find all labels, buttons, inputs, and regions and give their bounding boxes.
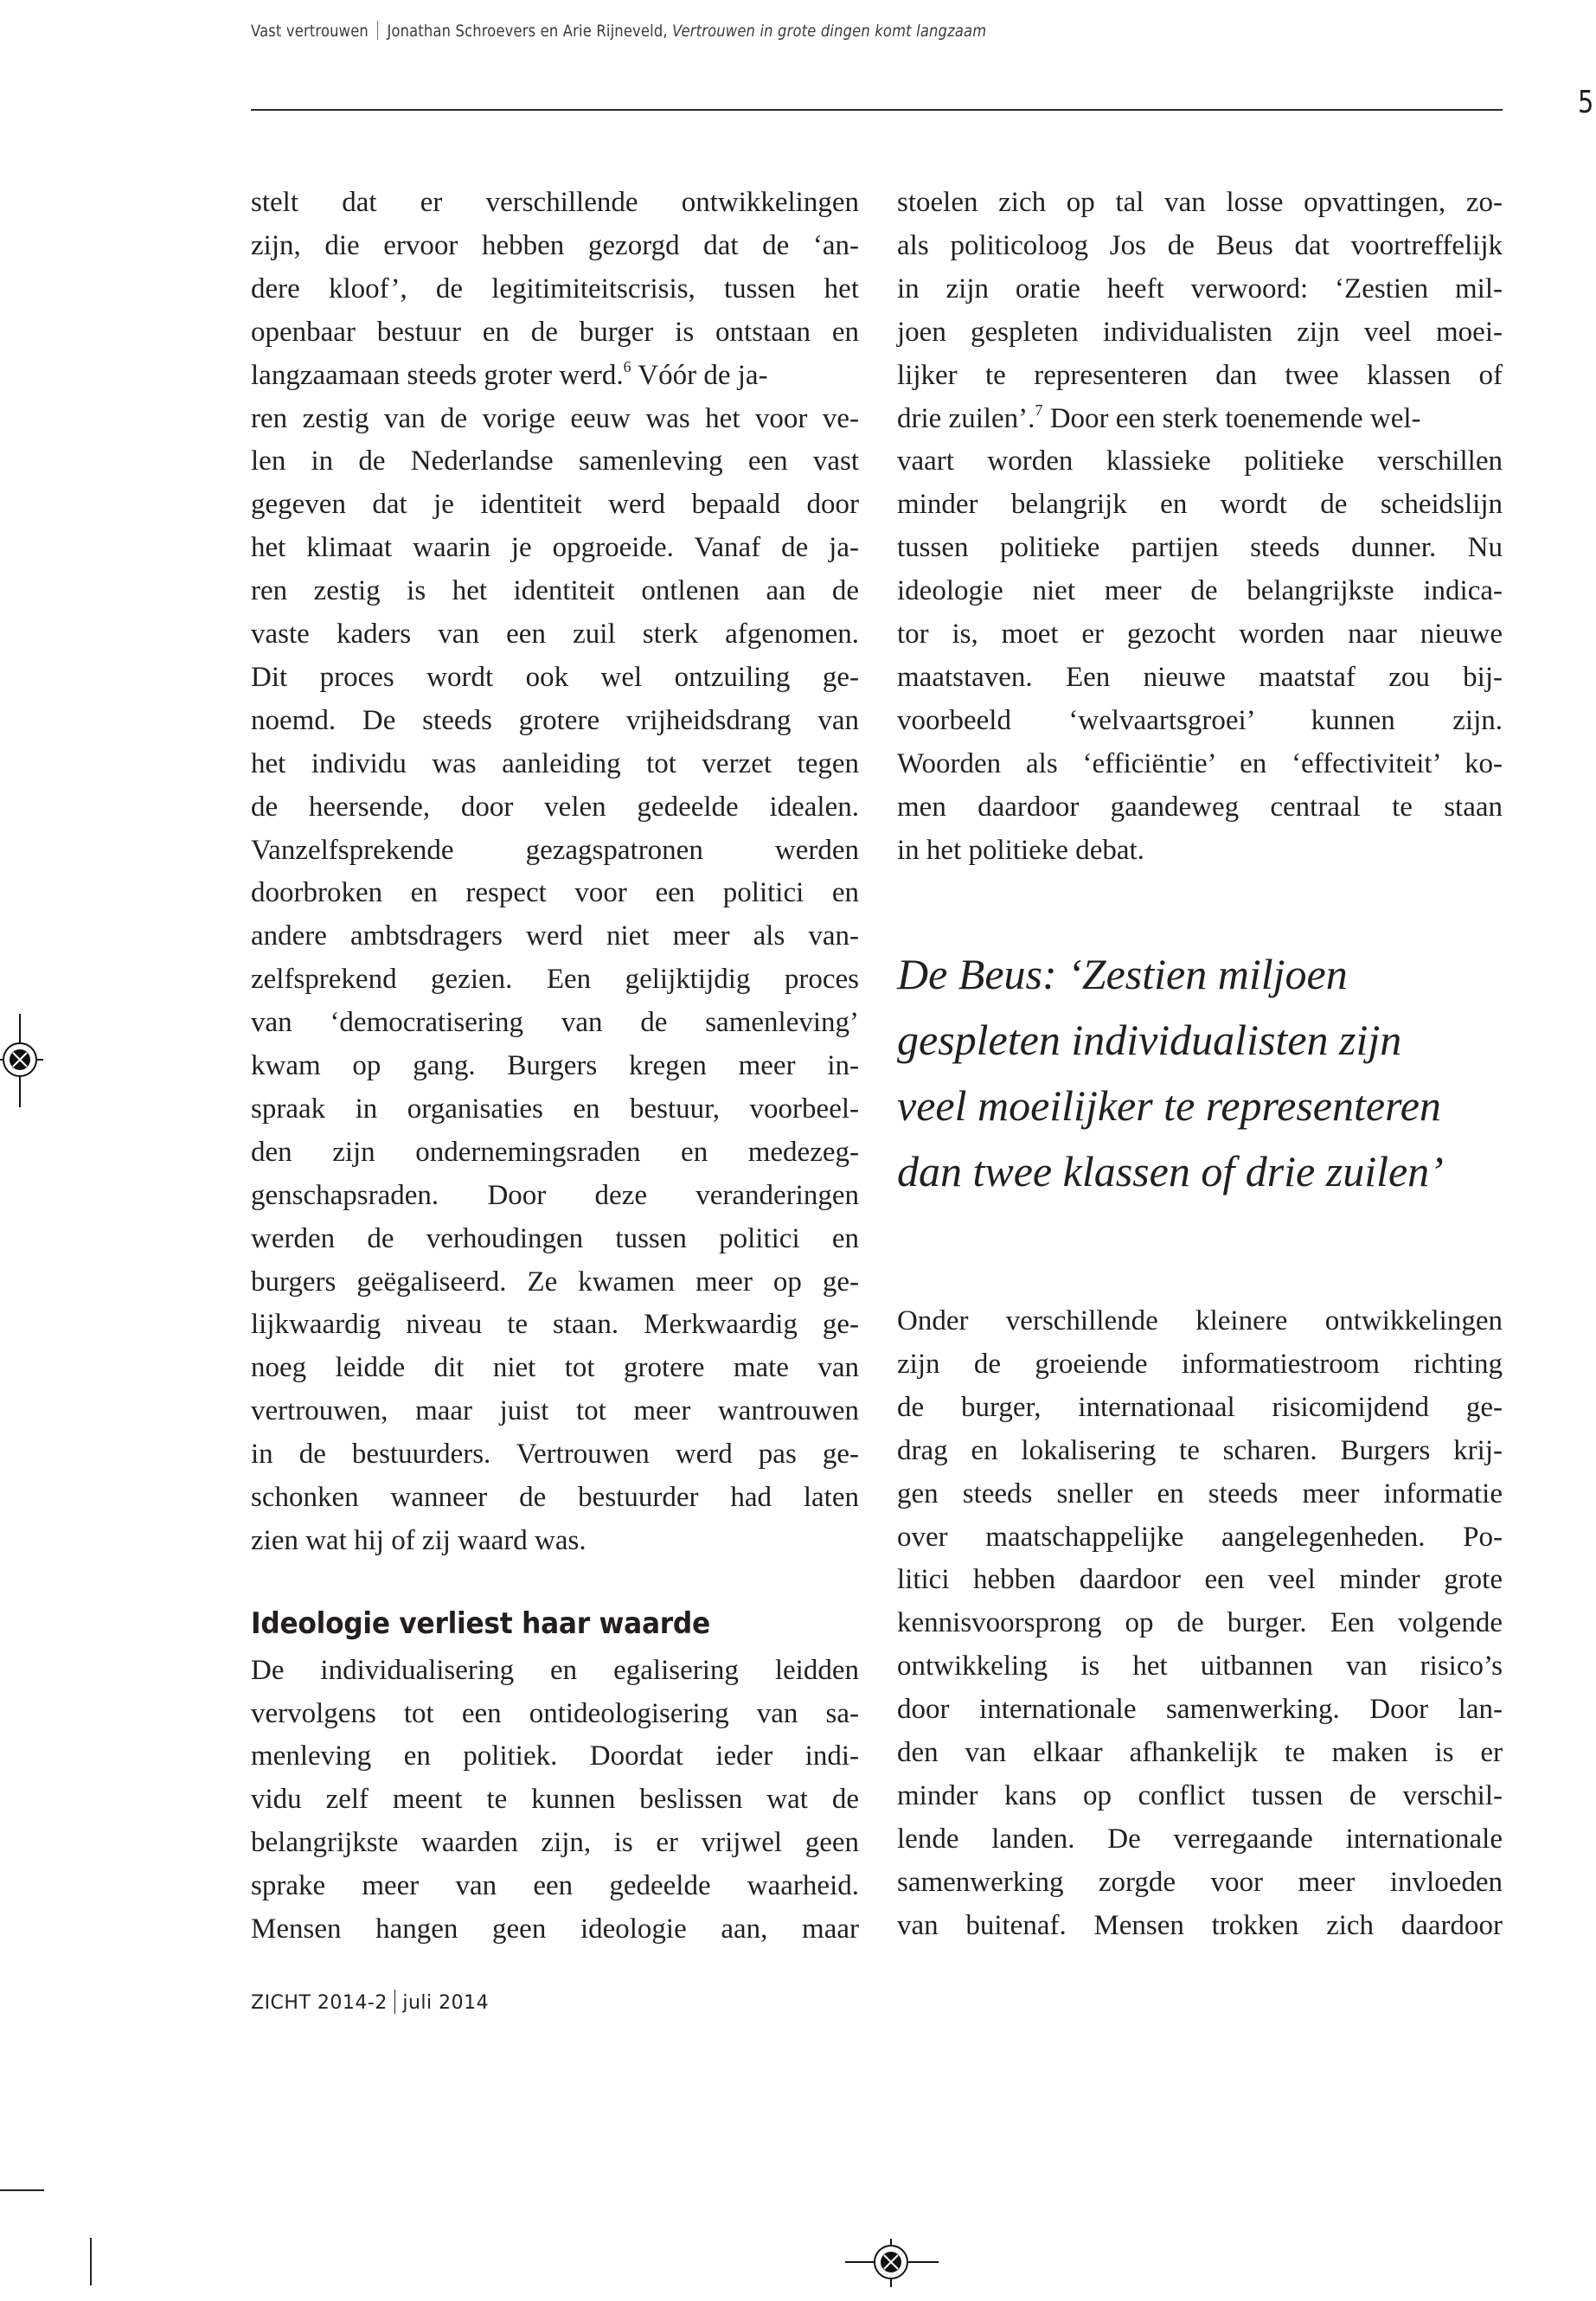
text-line: vidu zelf meent te kunnen beslissen wat de [251,1784,859,1816]
footnote-reference[interactable]: 7 [1035,401,1043,419]
text-line: samenwerking zorgde voor meer invloeden [897,1866,1503,1898]
text-line: gen steeds sneller en steeds meer informatie [897,1477,1503,1509]
text-line: lende landen. De verregaande internationale [897,1823,1503,1855]
header-rule [251,109,1503,111]
running-head-section: Vast vertrouwen [251,22,369,41]
page-footer [251,1990,489,2014]
text-line: zien wat hij of zij waard was. [251,1524,586,1556]
text-line: als politicoloog Jos de Beus dat voortreffelijk [897,229,1503,261]
text-line: vertrouwen, maar juist tot meer wantrouwen [251,1395,859,1427]
text-line: Onder verschillende kleinere ontwikkelingen [897,1305,1503,1336]
text-line: van buitenaf. Mensen trokken zich daardoor [897,1909,1503,1941]
text-line: ideologie niet meer de belangrijkste indica- [897,575,1503,607]
text-line: menleving en politiek. Doordat ieder indi- [251,1740,859,1772]
pull-quote-line: De Beus: ‘Zestien miljoen [897,950,1348,998]
text-line: tussen politieke partijen steeds dunner. Nu [897,532,1503,564]
text-line: De individualisering en egalisering leidden [251,1654,859,1686]
text-line: litici hebben daardoor een veel minder grote [897,1564,1503,1596]
text-line: noemd. De steeds grotere vrijheidsdrang van [251,704,859,736]
text-line: ren zestig van de vorige eeuw was het voor ve- [251,402,859,434]
text-line: den van elkaar afhankelijk te maken is er [897,1737,1503,1768]
pull-quote-line: dan twee klassen of drie zuilen’ [897,1147,1444,1195]
text-line: doorbroken en respect voor een politici en [251,877,859,909]
text-line: lijker te representeren dan twee klassen of [897,359,1503,391]
text-line: vaste kaders van een zuil sterk afgenomen. [251,619,859,650]
text-line: sprake meer van een gedeelde waarheid. [251,1870,859,1902]
text-line: Mensen hangen geen ideologie aan, maar [251,1913,859,1945]
text-line: den zijn ondernemingsraden en medezeg- [251,1136,859,1168]
text-line: kennisvoorsprong op de burger. Een volgende [897,1607,1503,1639]
text-line: dere kloof’, de legitimiteitscrisis, tussen het [251,272,859,304]
text-line: door internationale samenwerking. Door lan- [897,1694,1503,1726]
registration-mark-left-icon [0,1012,52,1109]
text-line: vervolgens tot een ontideologisering van sa- [251,1697,859,1729]
text-line: ren zestig is het identiteit ontlenen aan de [251,575,859,607]
registration-mark-bottom-icon [843,2237,940,2289]
footer-journal: ZICHT 2014-2 [251,1992,388,2014]
text-line: stelt dat er verschillende ontwikkelingen [251,187,859,218]
section-heading: Ideologie verliest haar waarde [251,1606,710,1641]
text-line: len in de Nederlandse samenleving een vast [251,445,859,478]
text-line: vaart worden klassieke politieke verschillen [897,445,1503,478]
text-line: in zijn oratie heeft verwoord: ‘Zestien mil- [897,272,1503,304]
text-line: Woorden als ‘efficiëntie’ en ‘effectiviteit’ ko- [897,747,1503,779]
text-line: tor is, moet er gezocht worden naar nieuwe [897,619,1503,650]
pull-quote-line: veel moeilijker te representeren [897,1081,1441,1130]
text-line: drag en lokalisering te scharen. Burgers krij- [897,1434,1503,1466]
text-line: andere ambtsdragers werd niet meer als van- [251,920,859,952]
text-line [251,354,859,397]
text-line: spraak in organisaties en bestuur, voorbeel- [251,1093,859,1125]
crop-mark-horizontal [0,2189,44,2191]
text-line: zijn de groeiende informatiestroom richting [897,1348,1503,1380]
running-head-authors: Jonathan Schroevers en Arie Rijneveld, [387,22,668,41]
text-line: de burger, internationaal risicomijdend ge- [897,1391,1503,1423]
text-line: in de bestuurders. Vertrouwen werd pas ge- [251,1439,859,1471]
text-line: openbaar bestuur en de burger is ontstaan en [251,316,859,348]
text-line: kwam op gang. Burgers kregen meer in- [251,1050,859,1081]
footer-divider [394,1990,396,2014]
text-line: het individu was aanleiding tot verzet tegen [251,747,859,779]
text-line: de heersende, door velen gedeelde idealen. [251,791,859,823]
text-line: het klimaat waarin je opgroeide. Vanaf de ja- [251,532,859,564]
text-line-start: drie zuilen’. [897,402,1035,434]
crop-mark-vertical [90,2238,92,2285]
text-line: ontwikkeling is het uitbannen van risico’s [897,1650,1503,1682]
text-line: noeg leidde dit niet tot grotere mate van [251,1352,859,1384]
text-line: belangrijkste waarden zijn, is er vrijwel geen [251,1827,859,1859]
text-line: Dit proces wordt ook wel ontzuiling ge- [251,661,859,693]
text-line: in het politieke debat. [897,834,1144,866]
text-line-end: Vóór de ja- [631,359,768,391]
text-line: lijkwaardig niveau te staan. Merkwaardig ge- [251,1309,859,1341]
footer-date: juli 2014 [402,1992,490,2014]
text-line: van ‘democratisering van de samenleving’ [251,1007,859,1039]
text-line: over maatschappelijke aangelegenheden. Po- [897,1521,1503,1553]
text-line [897,397,1503,440]
text-line: gegeven dat je identiteit werd bepaald door [251,489,859,521]
text-line: zijn, die ervoor hebben gezorgd dat de ‘an- [251,229,859,261]
text-line: joen gespleten individualisten zijn veel moei- [897,316,1503,348]
footnote-reference[interactable]: 6 [623,357,631,375]
text-line: schonken wanneer de bestuurder had laten [251,1482,859,1513]
text-line: minder kans op conflict tussen de verschil- [897,1779,1503,1811]
text-line: werden de verhoudingen tussen politici en [251,1222,859,1254]
pull-quote-line: gespleten individualisten zijn [897,1016,1402,1064]
text-line: stoelen zich op tal van losse opvattingen, zo- [897,187,1503,218]
text-line: minder belangrijk en wordt de scheidslijn [897,489,1503,521]
running-head-article-title: Vertrouwen in grote dingen komt langzaam [672,22,987,41]
text-line: zelfsprekend gezien. Een gelijktijdig proces [251,964,859,996]
text-line: burgers geëgaliseerd. Ze kwamen meer op ge- [251,1266,859,1298]
text-line-start: langzaamaan steeds groter werd. [251,359,624,391]
text-line: genschapsraden. Door deze veranderingen [251,1179,859,1211]
text-line: men daardoor gaandeweg centraal te staan [897,791,1503,823]
running-head [251,21,986,41]
page-number: 5 [1578,85,1594,120]
text-line-end: Door een sterk toenemende wel- [1042,402,1421,434]
text-line: voorbeeld ‘welvaartsgroei’ kunnen zijn. [897,704,1503,736]
text-line: Vanzelfsprekende gezagspatronen werden [251,834,859,866]
running-head-divider [377,21,378,40]
text-line: maatstaven. Een nieuwe maatstaf zou bij- [897,661,1503,693]
